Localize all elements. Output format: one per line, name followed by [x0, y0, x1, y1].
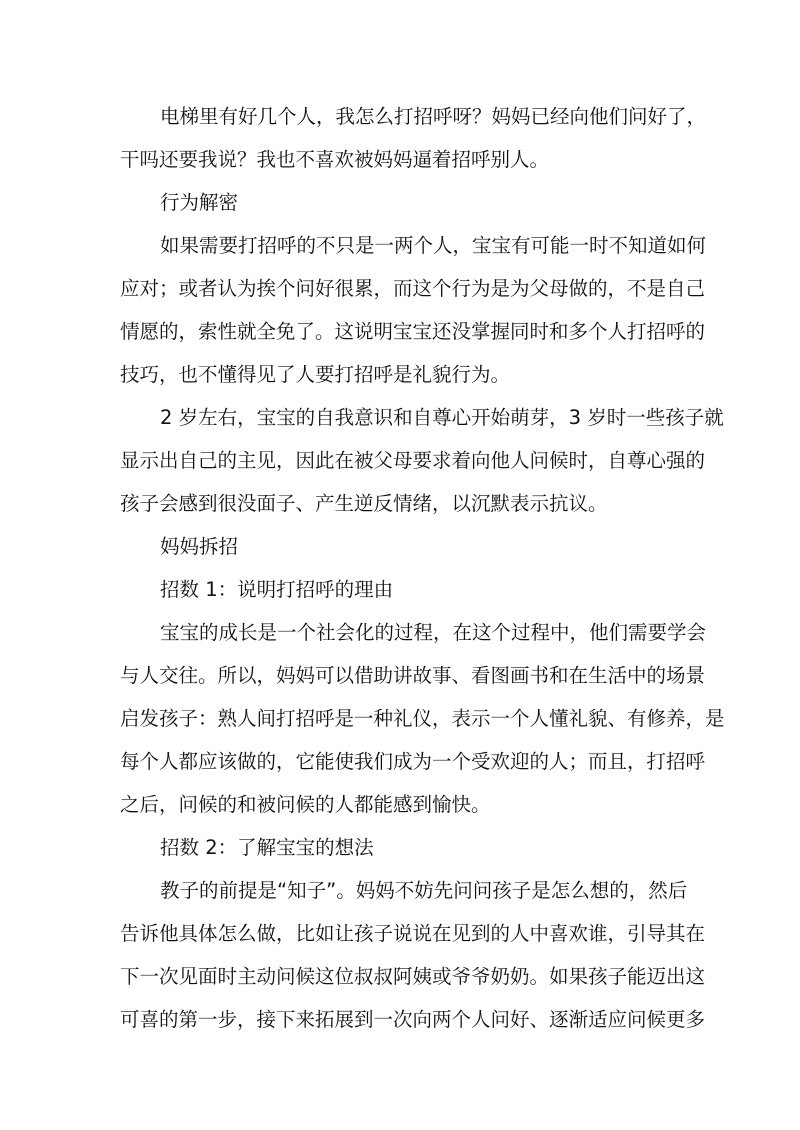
- paragraph-line: 情愿的，索性就全免了。这说明宝宝还没掌握同时和多个人打招呼的: [120, 320, 706, 343]
- paragraph-line: 教子的前提是“知子”。妈妈不妨先问问孩子是怎么想的，然后: [160, 879, 688, 902]
- section-heading: 妈妈拆招: [160, 535, 239, 558]
- paragraph-line: 告诉他具体怎么做，比如让孩子说说在见到的人中喜欢谁，引导其在: [120, 922, 706, 945]
- paragraph-line: 启发孩子：熟人间打招呼是一种礼仪，表示一个人懂礼貌、有修养，是: [120, 707, 725, 730]
- paragraph-line: 如果需要打招呼的不只是一两个人，宝宝有可能一时不知道如何: [160, 234, 707, 257]
- section-heading: 行为解密: [160, 191, 239, 214]
- paragraph-line: 应对；或者认为挨个问好很累，而这个行为是为父母做的，不是自己: [120, 277, 706, 300]
- paragraph-line: 下一次见面时主动问候这位叔叔阿姨或爷爷奶奶。如果孩子能迈出这: [120, 965, 706, 988]
- paragraph-line: 干吗还要我说？我也不喜欢被妈妈逼着招呼别人。: [120, 148, 550, 171]
- paragraph-line: 孩子会感到很没面子、产生逆反情绪，以沉默表示抗议。: [120, 492, 608, 515]
- paragraph-line: 宝宝的成长是一个社会化的过程，在这个过程中，他们需要学会: [160, 621, 707, 644]
- paragraph-line: 电梯里有好几个人，我怎么打招呼呀？妈妈已经向他们问好了，: [160, 105, 707, 128]
- paragraph-line: 技巧，也不懂得见了人要打招呼是礼貌行为。: [120, 363, 511, 386]
- paragraph-line: 与人交往。所以，妈妈可以借助讲故事、看图画书和在生活中的场景: [120, 664, 706, 687]
- paragraph-line: 每个人都应该做的，它能使我们成为一个受欢迎的人；而且，打招呼: [120, 750, 706, 773]
- paragraph-line: 之后，问候的和被问候的人都能感到愉快。: [120, 793, 491, 816]
- subsection-heading: 招数 1：说明打招呼的理由: [160, 578, 394, 601]
- paragraph-line: 2 岁左右，宝宝的自我意识和自尊心开始萌芽，3 岁时一些孩子就: [160, 406, 724, 429]
- paragraph-line: 可喜的第一步，接下来拓展到一次向两个人问好、逐渐适应问候更多: [120, 1008, 706, 1031]
- paragraph-line: 显示出自己的主见，因此在被父母要求着向他人问候时，自尊心强的: [120, 449, 706, 472]
- subsection-heading: 招数 2：了解宝宝的想法: [160, 836, 374, 859]
